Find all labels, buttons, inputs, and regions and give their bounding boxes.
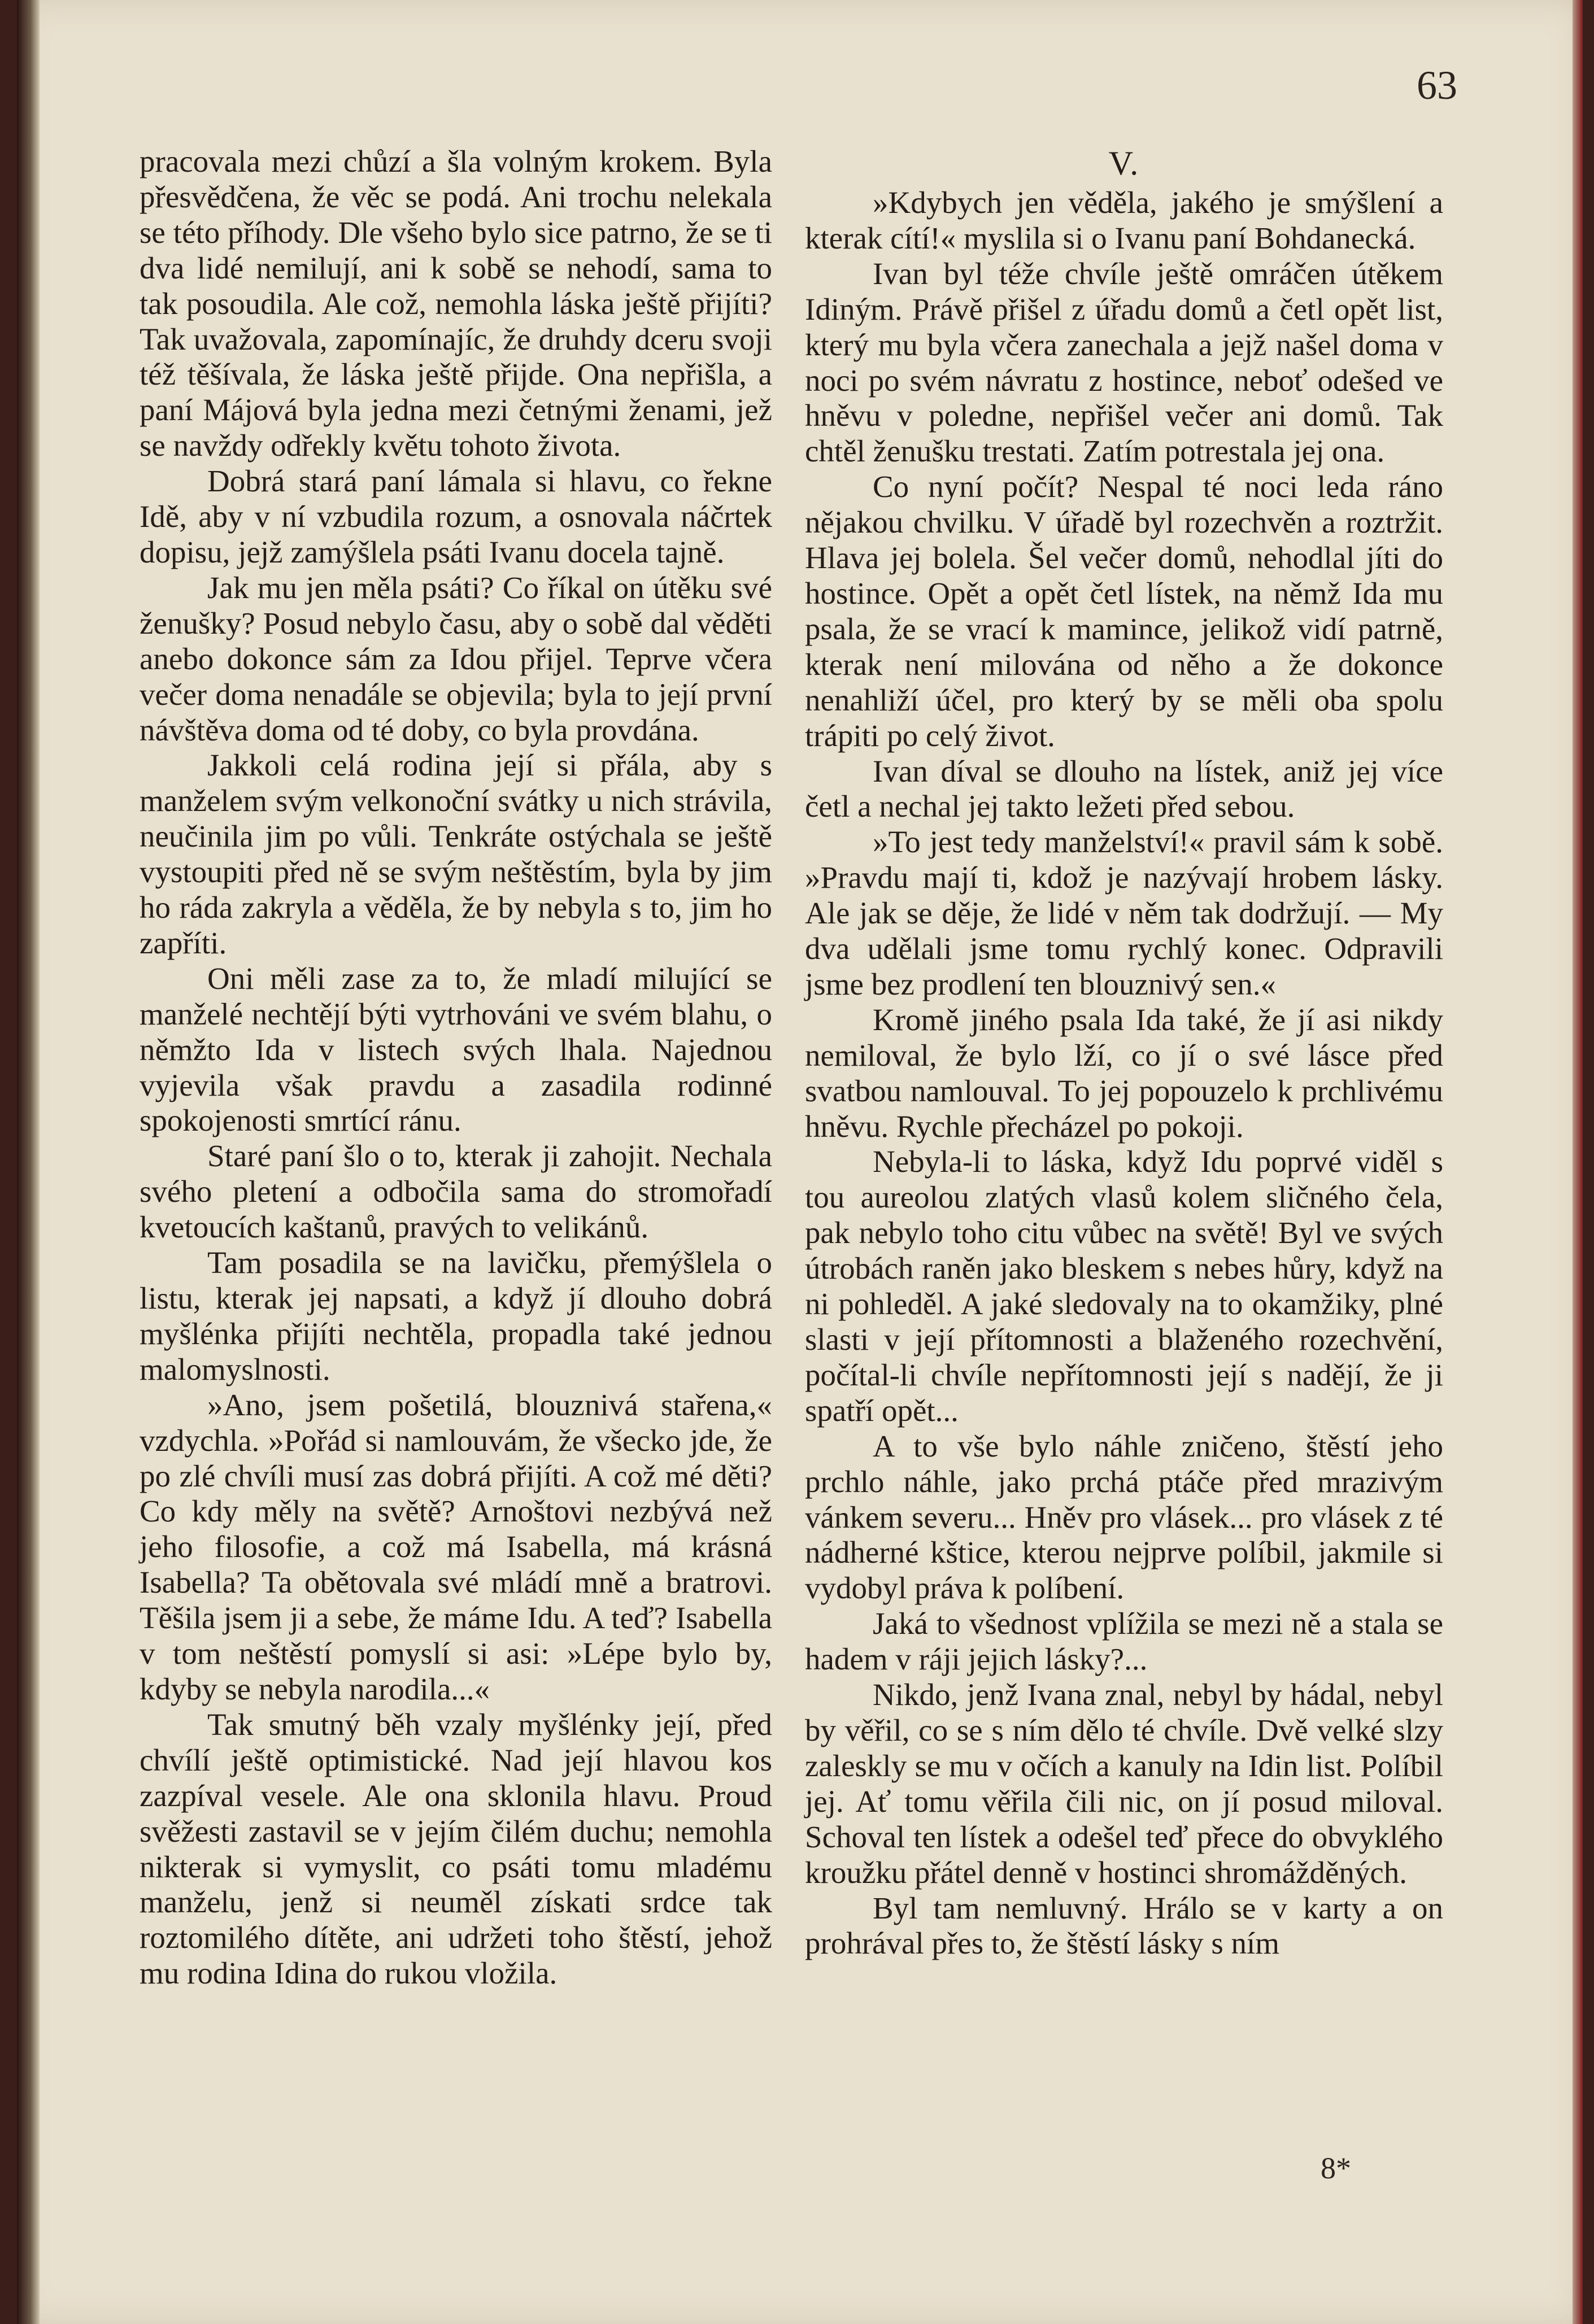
paragraph: »Ano, jsem pošetilá, blouznivá stařena,« vzdychla. »Pořád si namlouvám, že všecko jde, že po zlé chvíli musí zas dobrá přijíti. A což mé děti? Co kdy měly na světě? Arnoštovi nezbývá než jeho filosofie, a což má Isabella, má krásná Isabella? Ta obětovala své mládí mně a bratrovi. Těšila jsem ji a sebe, že máme Idu. A teď? Isabella v tom neštěstí pomyslí si asi: »Lépe bylo by, kdyby se nebyla narodila...«: [140, 1387, 772, 1706]
paragraph: »Kdybych jen věděla, jakého je smýšlení a kterak cítí!« myslila si o Ivanu paní Bohdanecká.: [805, 185, 1443, 255]
paragraph: Byl tam nemluvný. Hrálo se v karty a on prohrával přes to, že štěstí lásky s ním: [805, 1890, 1443, 1961]
paragraph: Jaká to všednost vplížila se mezi ně a stala se hadem v ráji jejich lásky?...: [805, 1606, 1443, 1677]
book-page: [17, 0, 1583, 2324]
chapter-heading: V.: [1108, 145, 1140, 182]
paragraph: Staré paní šlo o to, kterak ji zahojit. Nechala svého pletení a odbočila sama do stromořadí kvetoucích kaštanů, pravých to velikánů.: [140, 1139, 772, 1245]
page-number: 63: [1417, 63, 1457, 108]
book-spine: [17, 0, 40, 2324]
left-column: [140, 144, 772, 1991]
paragraph: »To jest tedy manželství!« pravil sám k sobě. »Pravdu mají ti, kdož je nazývají hrobem lásky. Ale jak se děje, že lidé v něm tak dodržují. — My dva udělali jsme tomu rychlý konec. Odpravili jsme bez prodlení ten blouznivý sen.«: [805, 825, 1443, 1001]
paragraph: Oni měli zase za to, že mladí milující se manželé nechtějí býti vytrhováni ve svém blahu, o němžto Ida v listech svých lhala. Najednou vyjevila však pravdu a zasadila rodinné spokojenosti smrtící ránu.: [140, 961, 772, 1138]
paragraph: Nebyla-li to láska, když Idu poprvé viděl s tou aureolou zlatých vlasů kolem sličného čela, pak nebylo toho citu vůbec na světě! Byl ve svých útrobách raněn jako bleskem s nebes hůry, když na ni pohleděl. A jaké sledovaly na to okamžiky, plné slasti v její přítomnosti a blaženého rozechvění, počítal-li chvíle nepřítomnosti její s nadějí, že ji spatří opět...: [805, 1144, 1443, 1428]
paragraph: Nikdo, jenž Ivana znal, nebyl by hádal, nebyl by věřil, co se s ním dělo té chvíle. Dvě velké slzy zaleskly se mu v očích a kanuly na Idin list. Políbil jej. Ať tomu věřila čili nic, on jí posud miloval. Schoval ten lístek a odešel teď přece do obvyklého kroužku přátel denně v hostinci shromážděných.: [805, 1677, 1443, 1890]
paragraph: A to vše bylo náhle zničeno, štěstí jeho prchlo náhle, jako prchá ptáče před mrazivým vánkem severu... Hněv pro vlásek... pro vlásek z té nádherné kštice, kterou nejprve políbil, jakmile si vydobyl práva k políbení.: [805, 1428, 1443, 1606]
paragraph: Tam posadila se na lavičku, přemýšlela o listu, kterak jej napsati, a když jí dlouho dobrá myšlénka přijíti nechtěla, propadla také jednou malomyslnosti.: [140, 1245, 772, 1386]
right-column: [805, 146, 1443, 1961]
signature-mark: 8*: [1321, 2151, 1351, 2185]
paragraph: Jak mu jen měla psáti? Co říkal on útěku své ženušky? Posud nebylo času, aby o sobě dal věděti anebo dokonce sám za Idou přijel. Teprve včera večer doma nenadále se objevila; byla to její první návštěva doma od té doby, co byla provdána.: [140, 570, 772, 747]
page-edge: [1573, 0, 1583, 2324]
paragraph: Ivan byl téže chvíle ještě omráčen útěkem Idiným. Právě přišel z úřadu domů a četl opět list, který mu byla včera zanechala a jejž našel doma v noci po svém návratu z hostince, neboť odešed ve hněvu v poledne, nepřišel večer ani domů. Tak chtěl ženušku trestati. Zatím potrestala jej ona.: [805, 256, 1443, 469]
paragraph: pracovala mezi chůzí a šla volným krokem. Byla přesvědčena, že věc se podá. Ani trochu nelekala se této příhody. Dle všeho bylo sice patrno, že se ti dva lidé nemilují, ani k sobě se nehodí, sama to tak posoudila. Ale což, nemohla láska ještě přijíti? Tak uvažovala, zapomínajíc, že druhdy dceru svoji též těšívala, že láska ještě přijde. Ona nepřišla, a paní Májová byla jedna mezi četnými ženami, jež se navždy odřekly květu tohoto života.: [140, 144, 772, 463]
paragraph: Ivan díval se dlouho na lístek, aniž jej více četl a nechal jej takto ležeti před sebou.: [805, 753, 1443, 824]
paragraph: Jakkoli celá rodina její si přála, aby s manželem svým velkonoční svátky u nich strávila, neučinila jim po vůli. Tenkráte ostýchala se ještě vystoupiti před ně se svým neštěstím, byla by jim ho ráda zakryla a věděla, že by nebyla s to, jim ho zapříti.: [140, 748, 772, 960]
paragraph: Dobrá stará paní lámala si hlavu, co řekne Idě, aby v ní vzbudila rozum, a osnovala náčrtek dopisu, jejž zamýšlela psáti Ivanu docela tajně.: [140, 464, 772, 569]
paragraph: Co nyní počít? Nespal té noci leda ráno nějakou chvilku. V úřadě byl rozechvěn a roztržit. Hlava jej bolela. Šel večer domů, nehodlal jíti do hostince. Opět a opět četl lístek, na němž Ida mu psala, že se vrací k mamince, jelikož vidí patrně, kterak není milována od něho a že dokonce nenahliží účel, pro který by se měli oba spolu trápiti po celý život.: [805, 469, 1443, 753]
paragraph: Kromě jiného psala Ida také, že jí asi nikdy nemiloval, že bylo lží, co jí o své lásce před svatbou namlouval. To jej popouzelo k prchlivému hněvu. Rychle přecházel po pokoji.: [805, 1002, 1443, 1144]
paragraph: Tak smutný běh vzaly myšlénky její, před chvílí ještě optimistické. Nad její hlavou kos zazpíval vesele. Ale ona sklonila hlavu. Proud svěžesti zastavil se v jejím čilém duchu; nemohla nikterak si vymyslit, co psáti tomu mladému manželu, jenž si neuměl získati srdce tak roztomilého dítěte, ani udržeti toho štěstí, jehož mu rodina Idina do rukou vložila.: [140, 1707, 772, 1991]
